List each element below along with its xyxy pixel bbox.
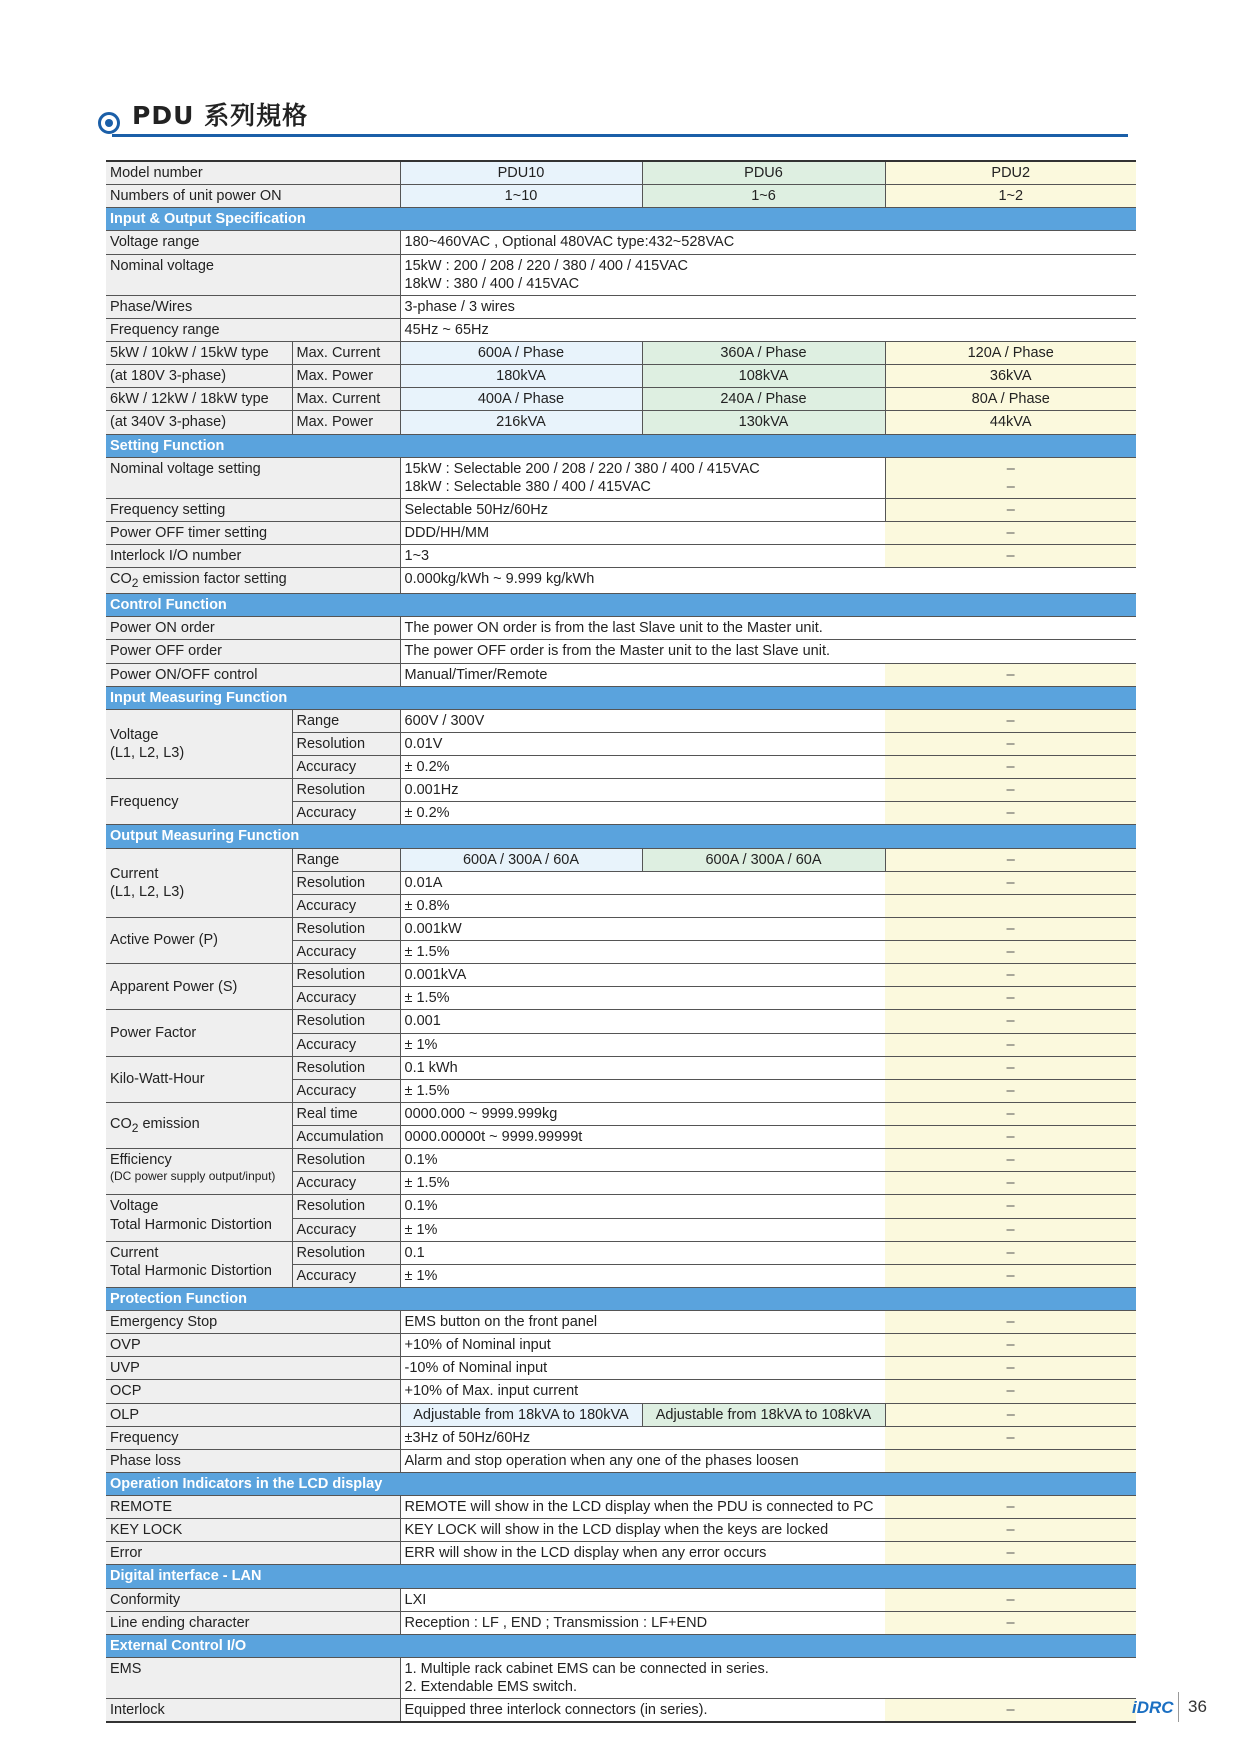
table-row: Frequency setting Selectable 50Hz/60Hz – [106, 498, 1136, 521]
table-row: Accuracy ± 1% – [106, 1264, 1136, 1287]
table-row: Voltage (L1, L2, L3) Range 600V / 300V – [106, 709, 1136, 732]
table-row: Accuracy ± 1.5% – [106, 941, 1136, 964]
model-row: Model number PDU10 PDU6 PDU2 [106, 161, 1136, 185]
table-row: Power Factor Resolution 0.001 – [106, 1010, 1136, 1033]
table-row: Accuracy ± 1% – [106, 1033, 1136, 1056]
table-row: OCP +10% of Max. input current – [106, 1380, 1136, 1403]
table-row: Line ending character Reception : LF , END ; Transmission : LF+END – [106, 1611, 1136, 1634]
table-row: Interlock Equipped three interlock connectors (in series). – [106, 1699, 1136, 1723]
section-input-measuring: Input Measuring Function [106, 686, 1136, 709]
table-row: Accuracy ± 1% – [106, 1218, 1136, 1241]
brand-logo: iDRC [1132, 1698, 1174, 1717]
table-row: Frequency Resolution 0.001Hz – [106, 779, 1136, 802]
spec-table [106, 160, 1136, 1723]
table-row: Nominal voltage setting 15kW : Selectable 200 / 208 / 220 / 380 / 400 / 415VAC 18kW : Selectable 380 / 400 / 415VAC – – [106, 457, 1136, 498]
table-row: REMOTE REMOTE will show in the LCD display when the PDU is connected to PC – [106, 1496, 1136, 1519]
table-row: Frequency range 45Hz ~ 65Hz [106, 318, 1136, 341]
section-output-measuring: Output Measuring Function [106, 825, 1136, 848]
section-io: Input & Output Specification [106, 208, 1136, 231]
table-row: Conformity LXI – [106, 1588, 1136, 1611]
table-row: Current (L1, L2, L3) Range 600A / 300A / 60A 600A / 300A / 60A – [106, 848, 1136, 871]
table-row: Voltage range 180~460VAC , Optional 480VAC type:432~528VAC [106, 231, 1136, 254]
table-row: (at 180V 3-phase) Max. Power 180kVA 108kVA 36kVA [106, 365, 1136, 388]
table-row: Resolution 0.01A – [106, 871, 1136, 894]
table-row: Accuracy ± 0.2% – [106, 802, 1136, 825]
table-row: Voltage Total Harmonic Distortion Resolution 0.1% – [106, 1195, 1136, 1218]
section-lan: Digital interface - LAN [106, 1565, 1136, 1588]
units-row: Numbers of unit power ON 1~10 1~6 1~2 [106, 185, 1136, 208]
table-row: EMS 1. Multiple rack cabinet EMS can be connected in series. 2. Extendable EMS switch. [106, 1657, 1136, 1698]
bullet-icon [98, 112, 120, 134]
table-row: (at 340V 3-phase) Max. Power 216kVA 130kVA 44kVA [106, 411, 1136, 434]
model-pdu2: PDU2 [885, 161, 1136, 185]
table-row: $CO_2$ emission factor setting 0.000kg/kWh ~ 9.999 kg/kWh [106, 568, 1136, 594]
table-row: Power OFF timer setting DDD/HH/MM – [106, 522, 1136, 545]
table-row: Power OFF order The power OFF order is from the Master unit to the last Slave unit. [106, 640, 1136, 663]
section-control: Control Function [106, 594, 1136, 617]
table-row: Interlock I/O number 1~3 – [106, 545, 1136, 568]
section-external-io: External Control I/O [106, 1634, 1136, 1657]
section-lcd: Operation Indicators in the LCD display [106, 1472, 1136, 1495]
table-row: Frequency ±3Hz of 50Hz/60Hz – [106, 1426, 1136, 1449]
table-row: Accumulation 0000.00000t ~ 9999.99999t – [106, 1126, 1136, 1149]
section-protection: Protection Function [106, 1287, 1136, 1310]
table-row: Current Total Harmonic Distortion Resolution 0.1 – [106, 1241, 1136, 1264]
table-row: 5kW / 10kW / 15kW type Max. Current 600A / Phase 360A / Phase 120A / Phase [106, 342, 1136, 365]
table-row: OLP Adjustable from 18kVA to 180kVA Adjustable from 18kVA to 108kVA – [106, 1403, 1136, 1426]
table-row: UVP -10% of Nominal input – [106, 1357, 1136, 1380]
table-row: Accuracy ± 0.8% [106, 894, 1136, 917]
table-row: Error ERR will show in the LCD display when any error occurs – [106, 1542, 1136, 1565]
table-row: 6kW / 12kW / 18kW type Max. Current 400A / Phase 240A / Phase 80A / Phase [106, 388, 1136, 411]
table-row: Power ON order The power ON order is from the last Slave unit to the Master unit. [106, 617, 1136, 640]
table-row: Accuracy ± 1.5% – [106, 1172, 1136, 1195]
section-setting: Setting Function [106, 434, 1136, 457]
table-row: Accuracy ± 1.5% – [106, 1079, 1136, 1102]
page-header [98, 96, 1128, 140]
table-row: OVP +10% of Nominal input – [106, 1334, 1136, 1357]
table-row: Emergency Stop EMS button on the front panel – [106, 1311, 1136, 1334]
table-row: Efficiency (DC power supply output/input) Resolution 0.1% – [106, 1149, 1136, 1172]
table-row: Power ON/OFF control Manual/Timer/Remote – [106, 663, 1136, 686]
footer-divider [1178, 1692, 1179, 1722]
table-row: Apparent Power (S) Resolution 0.001kVA – [106, 964, 1136, 987]
table-row: Kilo-Watt-Hour Resolution 0.1 kWh – [106, 1056, 1136, 1079]
table-row: Nominal voltage 15kW : 200 / 208 / 220 / 380 / 400 / 415VAC 18kW : 380 / 400 / 415VAC [106, 254, 1136, 295]
table-row: Phase loss Alarm and stop operation when any one of the phases loosen [106, 1449, 1136, 1472]
table-row: Accuracy ± 1.5% – [106, 987, 1136, 1010]
table-row: KEY LOCK KEY LOCK will show in the LCD display when the keys are locked – [106, 1519, 1136, 1542]
table-row: Active Power (P) Resolution 0.001kW – [106, 917, 1136, 940]
table-row: Accuracy ± 0.2% – [106, 756, 1136, 779]
model-pdu6: PDU6 [642, 161, 885, 185]
page-number: 36 [1188, 1697, 1207, 1716]
model-pdu10: PDU10 [400, 161, 642, 185]
header-rule [112, 134, 1128, 137]
table-row: Phase/Wires 3-phase / 3 wires [106, 295, 1136, 318]
table-row: Resolution 0.01V – [106, 732, 1136, 755]
page-title: PDU 系列規格 [132, 101, 309, 130]
table-row: $CO_2$ emission Real time 0000.000 ~ 9999.999kg – [106, 1102, 1136, 1125]
